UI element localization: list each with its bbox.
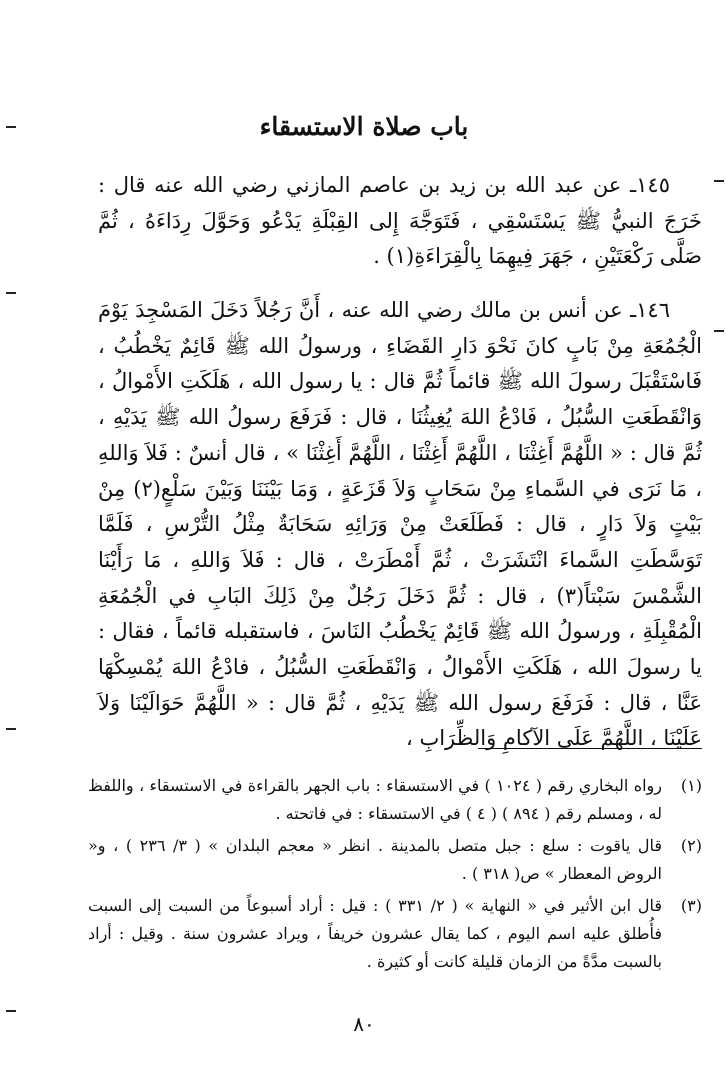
footnote-3 [88,892,702,976]
margin-mark [6,728,16,730]
hadith-146: ١٤٦ـ عن أنس بن مالك رضي الله عنه ، أَنَّ رَجُلاً دَخَلَ المَسْجِدَ يَوْمَ الْجُمُعَةِ مِنْ بَابٍ كانَ نَحْوَ دَارِ القَضَاءِ ، ورسولُ الله ﷺ قَائِمٌ يَخْطُبُ ، فَاسْتَقْبَلَ رسولَ الله ﷺ قائماً ثُمَّ قال : يا رسول الله ، هَلَكَتِ الأَمْوالُ ، وَانْقَطَعَتِ السُّبُلُ ، فَادْعُ اللهَ يُغِيثُنَا ، قال : فَرَفَعَ رسولُ الله ﷺ يَدَيْهِ ، ثُمَّ قال : « اللَّهُمَّ أَغِثْنَا ، اللَّهُمَّ أَغِثْنَا ، اللَّهُمَّ أَغِثْنَا » ، قال أنسٌ : فَلاَ وَاللهِ ، مَا نَرَى في السَّماءِ مِنْ سَحَابٍ وَلاَ قَزَعَةٍ ، وَمَا بَيْنَنَا وَبَيْنَ سَلْعٍ(٢) مِنْ بَيْتٍ وَلاَ دَارٍ ، قال : فَطَلَعَتْ مِنْ وَرَائِهِ سَحَابَةٌ مِثْلُ التُّرْسِ ، فَلَمَّا تَوَسَّطَتِ السَّماءَ انْتَشَرَتْ ، ثُمَّ أَمْطَرَتْ ، قال : فَلاَ وَاللهِ ، مَا رَأَيْنَا الشَّمْسَ سَبْتاً(٣) ، قال : ثُمَّ دَخَلَ رَجُلٌ مِنْ ذَلِكَ البَابِ في الْجُمُعَةِ الْمُقْبِلَةِ ، ورسولُ الله ﷺ قَائِمٌ يَخْطُبُ النَاسَ ، فاستقبله قائماً ، فقال : يا رسولَ الله ، هَلَكَتِ الأَمْوالُ ، وَانْقَطَعَتِ السُّبُلُ ، فادْعُ اللهَ يُمْسِكْهَا عَنَّا ، قال : فَرَفَعَ رسول الله ﷺ يَدَيْهِ ، ثُمَّ قال : « اللَّهُمَّ حَوَالَيْنَا وَلاَ عَلَيْنَا ، اللَّهُمَّ عَلَى الآكامِ وَالظِّرَابِ ، [98,298,702,751]
hadith-145: ١٤٥ـ عن عبد الله بن زيد بن عاصم المازني رضي الله عنه قال : خَرَجَ النبيُّ ﷺ يَسْتَسْقِي ، فَتَوَجَّهَ إِلى القِبْلَةِ يَدْعُو وَحَوَّلَ رِدَاءَهُ ، ثُمَّ صَلَّى رَكْعَتَيْنِ ، جَهَرَ فِيهِمَا بِالْقِرَاءَةِ(١) . [98,173,702,269]
margin-mark [714,180,724,182]
footnote-number: (٢) [680,836,702,855]
margin-mark [714,330,724,332]
footnote-text: رواه البخاري رقم ( ١٠٢٤ ) في الاستسقاء : باب الجهر بالقراءة في الاستسقاء ، واللفظ له ، ومسلم رقم ( ٨٩٤ ) ( ٤ ) في الاستسقاء : في فاتحته . [88,776,662,823]
footnote-number: (١) [680,776,702,795]
chapter-title: باب صلاة الاستسقاء [259,112,469,141]
footnote-1 [88,772,702,828]
margin-mark [6,292,16,294]
footnote-text: قال ابن الأثير في « النهاية » ( ٢/ ٣٣١ ) : قيل : أراد أسبوعاً من السبت إلى السبت فأُطلق عليه اسم اليوم ، كما يقال عشرون خريفاً ، ويراد عشرون سنة . وقيل : أراد بالسبت مدَّةً من الزمان قليلة كانت أو كثيرة . [88,896,662,971]
footnote-number: (٣) [680,896,702,915]
main-text [98,168,702,775]
footnote-divider [478,748,702,749]
footnote-2 [88,832,702,888]
footnotes [88,772,702,980]
page-number: ٨٠ [353,1012,375,1036]
footnote-text: قال ياقوت : سلع : جبل متصل بالمدينة . انظر « معجم البلدان » ( ٣/ ٢٣٦ ) ، و« الروض المعطار » ص( ٣١٨ ) . [88,836,662,883]
